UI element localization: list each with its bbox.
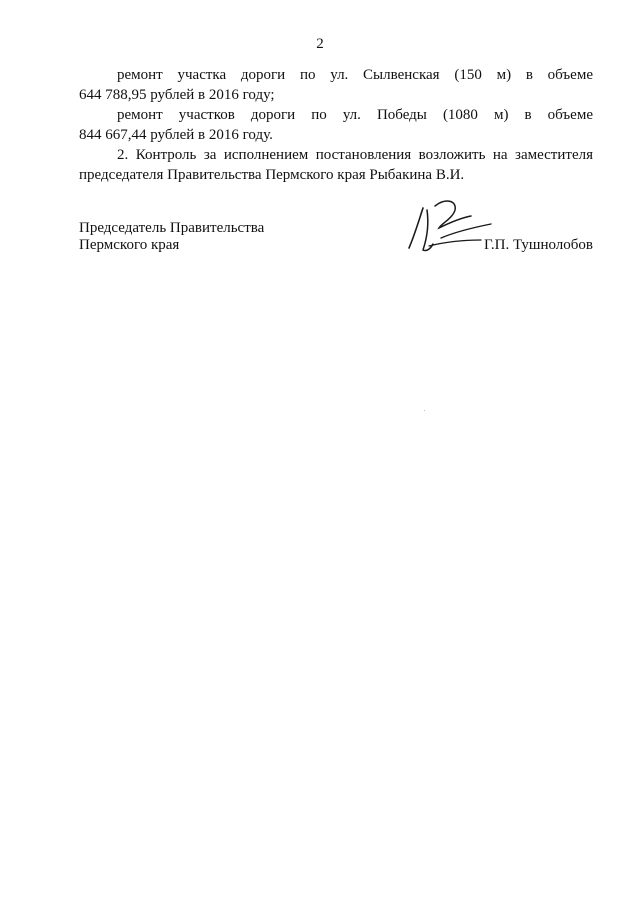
scan-speck	[424, 410, 425, 411]
paragraph-continuation: председателя Правительства Пермского края Рыбакина В.И.	[79, 167, 465, 183]
signer-title-line: Председатель Правительства	[79, 220, 265, 236]
paragraph-first-line: 2. Контроль за исполнением постановления возложить на заместителя	[117, 147, 593, 163]
signer-title-line: Пермского края	[79, 237, 180, 253]
paragraph-road-repair-sylvenskaya	[79, 65, 593, 105]
paragraph-road-repair-pobedy	[79, 105, 593, 145]
signer-title	[79, 220, 264, 254]
paragraph-continuation: 844 667,44 рублей в 2016 году.	[79, 127, 273, 143]
paragraph-control-clause	[79, 145, 593, 185]
paragraph-first-line: ремонт участка дороги по ул. Сылвенская (150 м) в объеме	[117, 67, 593, 83]
document-body	[79, 65, 593, 185]
signature-block	[79, 220, 593, 260]
handwritten-signature	[405, 198, 495, 262]
paragraph-continuation: 644 788,95 рублей в 2016 году;	[79, 87, 275, 103]
paragraph-first-line: ремонт участков дороги по ул. Победы (1080 м) в объеме	[117, 107, 593, 123]
signer-name: Г.П. Тушнолобов	[483, 237, 593, 253]
page-number: 2	[316, 36, 324, 52]
